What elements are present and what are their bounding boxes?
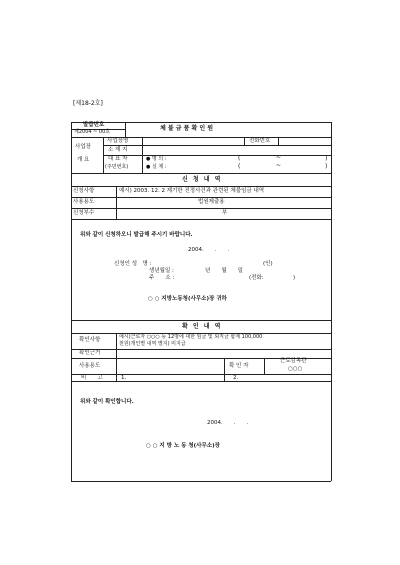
application-section-header: 신 청 내 역 [182, 176, 222, 183]
business-name-label: 사업장명 [107, 138, 129, 144]
confirmation-matter-label: 확인사항 [79, 337, 101, 343]
addressee: ○ ○ 지방노동청(사무소)장 귀하 [148, 296, 227, 302]
phone-label: 전화번호 [249, 138, 271, 144]
business-group-label: 사업장 [75, 144, 91, 150]
form-number: [제18-2호] [73, 100, 103, 107]
remarks-item-2: 2. [233, 375, 239, 381]
representative-label: 대 표 자 [108, 156, 128, 162]
actual-rep-field: ● 실 제 : [146, 164, 167, 170]
birth-date-label: 생년월일 : [149, 268, 174, 274]
seal-mark: (인) [263, 261, 273, 267]
application-copies-value: 부 [222, 210, 228, 216]
business-group-label-2: 개 요 [77, 157, 90, 163]
issuing-authority: ○ ○ 지 방 노 동 청(사무소)장 [146, 443, 220, 449]
applicant-address-label: 주 소 : [149, 275, 175, 281]
nominal-rep-field: ● 명 의 : [146, 156, 167, 162]
application-purpose-label: 사용용도 [73, 199, 95, 205]
confirmation-date: 2004. . . [207, 420, 249, 426]
birth-date-units: 년 월 일 [205, 268, 243, 274]
request-statement: 위와 같이 신청하오니 발급해 주시기 바랍니다. [80, 232, 193, 238]
confirmation-purpose-label: 사용용도 [79, 363, 101, 369]
labor-inspector-title: 근로감독관 [280, 358, 307, 364]
application-matter-value: 예시) 2003. 12. 2 제기한 진정사건과 관련된 체불임금 내역 [119, 188, 265, 194]
issue-number-value: 제2004 ~ 00호 [74, 129, 111, 135]
confirmation-matter-value-2: 천원(개인별 내역 별지) 미지급 [119, 341, 186, 347]
confirmation-basis-label: 확인근거 [79, 350, 101, 356]
application-copies-label: 신청부수 [73, 210, 95, 216]
actual-paren-open: ( [238, 163, 241, 170]
application-matter-label: 신청사항 [73, 188, 95, 194]
application-purpose-value: 법원제출용 [198, 199, 225, 205]
actual-tilde: ~ [276, 162, 282, 169]
remarks-item-1: 1. [121, 375, 127, 381]
address-label: 소 재 지 [108, 147, 128, 153]
nominal-paren-close: ) [325, 155, 328, 162]
applicant-phone-label: (전화: [249, 275, 264, 281]
confirmation-section-header: 확 인 내 역 [182, 323, 222, 330]
nominal-tilde: ~ [276, 154, 282, 161]
applicant-phone-close: ) [293, 275, 296, 281]
confirmer-label: 확 인 자 [229, 363, 249, 369]
actual-paren-close: ) [325, 163, 328, 170]
nominal-paren-open: ( [238, 155, 241, 162]
application-date: 2004. . . [188, 247, 230, 253]
issue-number-label: 발급번호 [83, 122, 105, 128]
confirmation-matter-value-1: 예시)근로자 ○○○ 등 12명에 대한 임금 및 퇴직금 합계 100,000 [119, 334, 263, 340]
applicant-name-label: 신청인 성 명 : [114, 261, 152, 267]
confirmation-statement: 위와 같이 확인합니다. [80, 399, 134, 405]
remarks-label: 비 고 [81, 375, 103, 381]
document-title: 체 불 금 품 확 인 원 [160, 125, 214, 132]
labor-inspector-name: ○○○ [288, 366, 303, 372]
representative-id-label: (주민번호) [105, 164, 129, 170]
